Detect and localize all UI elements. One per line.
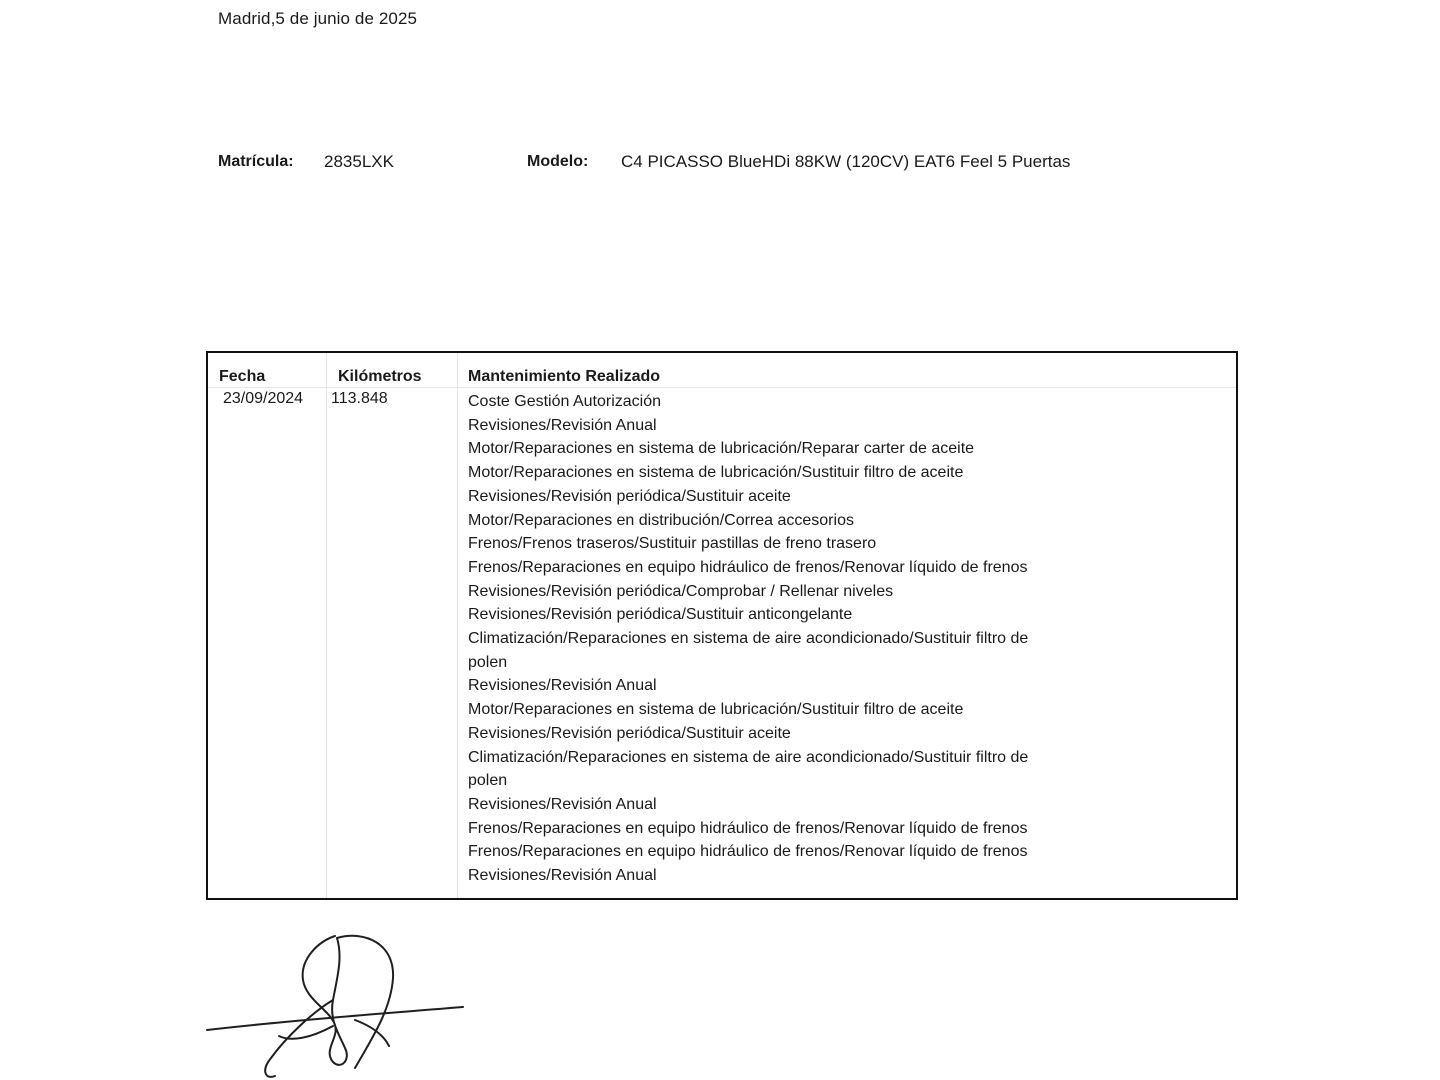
row-date: 23/09/2024 [223,390,304,407]
maintenance-item: Frenos/Reparaciones en equipo hidráulico de frenos/Renovar líquido de frenos [468,558,1028,576]
column-divider [457,353,458,898]
maintenance-item: Revisiones/Revisión Anual [468,867,657,885]
column-divider [326,353,327,898]
maintenance-item: Motor/Reparaciones en sistema de lubricación/Sustituir filtro de aceite [468,464,964,482]
maintenance-item: Revisiones/Revisión periódica/Comprobar / Rellenar niveles [468,582,894,600]
maintenance-item: Climatización/Reparaciones en sistema de aire acondicionado/Sustituir filtro de polen [468,630,1029,671]
column-header-date: Fecha [219,368,266,385]
model-label: Modelo: [527,153,589,170]
maintenance-list [468,390,1108,888]
maintenance-item: Frenos/Reparaciones en equipo hidráulico de frenos/Renovar líquido de frenos [468,819,1028,837]
maintenance-item: Motor/Reparaciones en sistema de lubricación/Reparar carter de aceite [468,440,975,458]
column-header-km: Kilómetros [338,368,422,385]
maintenance-item: Revisiones/Revisión periódica/Sustituir anticongelante [468,606,853,624]
maintenance-item: Motor/Reparaciones en sistema de lubricación/Sustituir filtro de aceite [468,701,964,719]
maintenance-item: Frenos/Reparaciones en equipo hidráulico de frenos/Renovar líquido de frenos [468,843,1028,861]
maintenance-item: Motor/Reparaciones en distribución/Correa accesorios [468,511,854,529]
model-value: C4 PICASSO BlueHDi 88KW (120CV) EAT6 Feel 5 Puertas [621,152,1071,171]
maintenance-item: Climatización/Reparaciones en sistema de aire acondicionado/Sustituir filtro de polen [468,748,1029,790]
header-divider [208,387,1236,388]
column-header-maintenance: Mantenimiento Realizado [468,368,661,385]
signature [205,930,467,1080]
maintenance-item: Revisiones/Revisión periódica/Sustituir aceite [468,724,791,742]
plate-value: 2835LXK [324,152,394,171]
maintenance-item: Coste Gestión Autorización [468,393,661,410]
maintenance-item: Revisiones/Revisión periódica/Sustituir aceite [468,487,791,505]
maintenance-item: Revisiones/Revisión Anual [468,677,657,695]
maintenance-item: Revisiones/Revisión Anual [468,416,657,434]
maintenance-item: Frenos/Frenos traseros/Sustituir pastillas de freno trasero [468,535,877,553]
plate-label: Matrícula: [218,153,294,170]
maintenance-item: Revisiones/Revisión Anual [468,795,657,813]
maintenance-table [206,351,1238,900]
row-km: 113.848 [331,390,388,407]
document-date: Madrid,5 de junio de 2025 [218,9,418,28]
